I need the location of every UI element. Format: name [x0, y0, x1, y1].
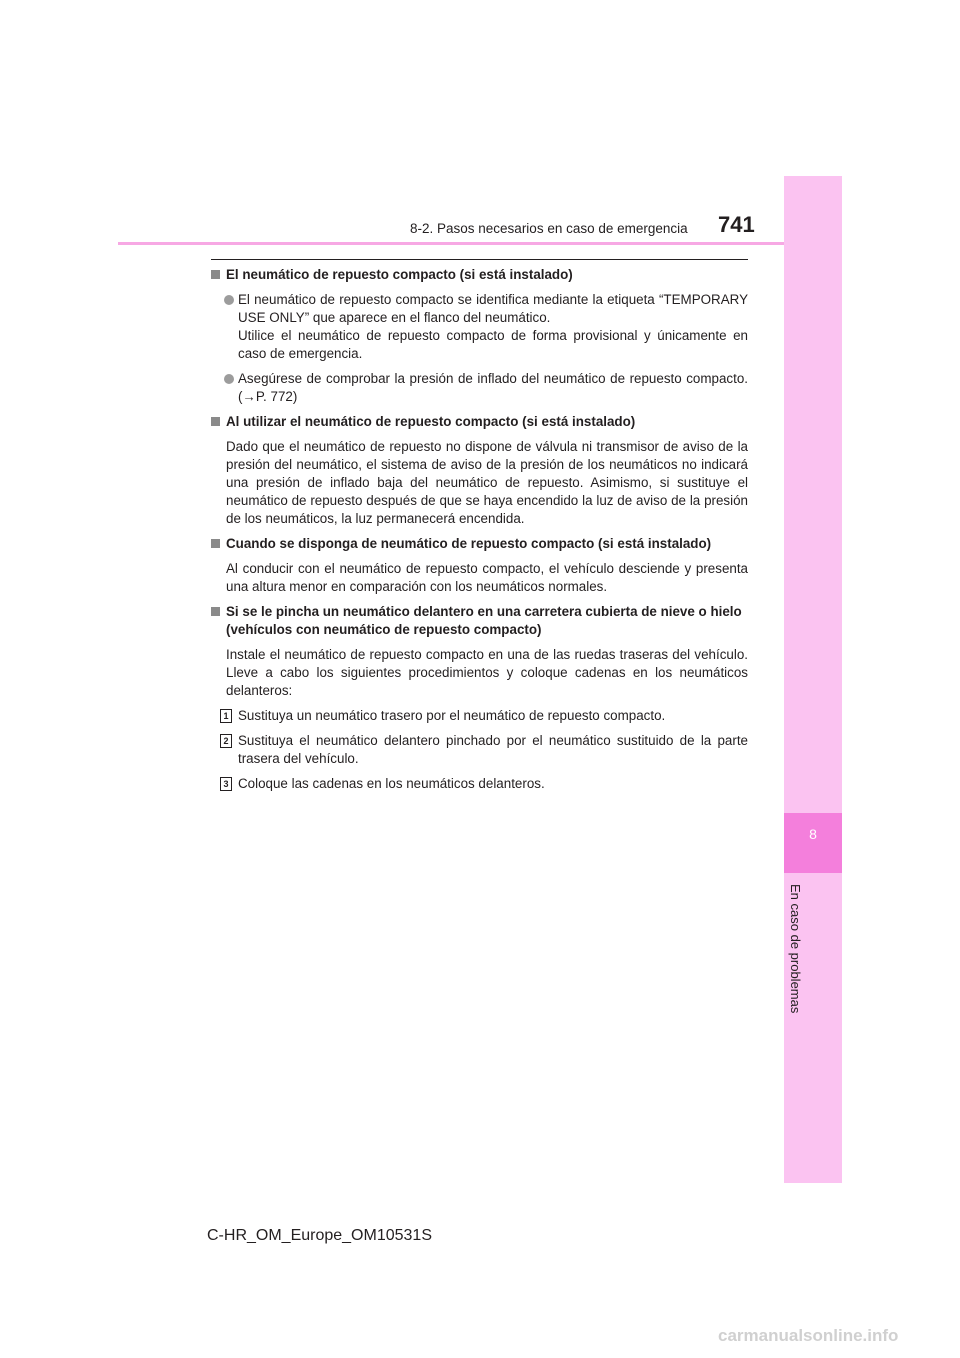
- page-content: [211, 266, 748, 800]
- document-code: C-HR_OM_Europe_OM10531S: [207, 1227, 432, 1244]
- step-number: 1: [220, 709, 232, 723]
- square-bullet-icon: [211, 270, 220, 279]
- section-heading: [211, 535, 748, 553]
- bullet-item: [211, 291, 748, 363]
- step-item: [211, 732, 748, 768]
- step-text: Sustituya el neumático delantero pinchado por el neumático sustituido de la parte trasera del vehículo.: [238, 733, 748, 766]
- body-paragraph: Al conducir con el neumático de repuesto compacto, el vehículo desciende y presenta una altura menor en comparación con los neumáticos normales.: [226, 561, 748, 594]
- section-heading-text: Cuando se disponga de neumático de repuesto compacto (si está instalado): [226, 536, 712, 551]
- bullet-item: [211, 370, 748, 406]
- step-item: [211, 775, 748, 793]
- content-rule: [211, 259, 748, 260]
- section-heading-text: Si se le pincha un neumático delantero en una carretera cubierta de nieve o hielo (vehículos con neumático de repuesto compacto): [226, 604, 742, 637]
- bullet-text: El neumático de repuesto compacto se identifica mediante la etiqueta “TEMPORARY USE ONLY” que aparece en el flanco del neumático.: [238, 292, 748, 325]
- circle-bullet-icon: [224, 374, 234, 384]
- side-strip: [784, 176, 842, 1183]
- step-text: Coloque las cadenas en los neumáticos delanteros.: [238, 776, 545, 791]
- step-number: 2: [220, 734, 232, 748]
- square-bullet-icon: [211, 539, 220, 548]
- section-heading: [211, 413, 748, 431]
- section-title: 8-2. Pasos necesarios en caso de emergencia: [410, 221, 688, 236]
- step-number: 3: [220, 777, 232, 791]
- body-paragraph: Instale el neumático de repuesto compacto en una de las ruedas traseras del vehículo. Lleve a cabo los siguientes procedimientos y coloque cadenas en los neumáticos delanteros:: [226, 647, 748, 698]
- square-bullet-icon: [211, 607, 220, 616]
- step-text: Sustituya un neumático trasero por el neumático de repuesto compacto.: [238, 708, 666, 723]
- square-bullet-icon: [211, 417, 220, 426]
- page-number: 741: [718, 212, 755, 237]
- chapter-tab: [784, 813, 842, 873]
- chapter-title: En caso de problemas: [788, 884, 803, 1014]
- section-heading-text: Al utilizar el neumático de repuesto compacto (si está instalado): [226, 414, 636, 429]
- watermark: carmanualsonline.info: [718, 1326, 899, 1345]
- header-rule: [118, 242, 842, 245]
- bullet-text: Asegúrese de comprobar la presión de inflado del neumático de repuesto compacto. (→P. 772): [238, 371, 748, 404]
- section-heading-text: El neumático de repuesto compacto (si está instalado): [226, 267, 573, 282]
- bullet-text: Utilice el neumático de repuesto compacto de forma provisional y únicamente en caso de emergencia.: [238, 328, 748, 361]
- step-item: [211, 707, 748, 725]
- section-heading: [211, 603, 748, 639]
- chapter-number: 8: [809, 826, 817, 842]
- body-paragraph: Dado que el neumático de repuesto no dispone de válvula ni transmisor de aviso de la presión del neumático, el sistema de aviso de la presión de los neumáticos no indicará una presión de inflado baja del neumático de repuesto. Asimismo, si sustituye el neumático de repuesto después de que se haya encendido la luz de aviso de la presión de los neumáticos, la luz permanecerá encendida.: [226, 439, 748, 526]
- section-heading: [211, 266, 748, 284]
- circle-bullet-icon: [224, 295, 234, 305]
